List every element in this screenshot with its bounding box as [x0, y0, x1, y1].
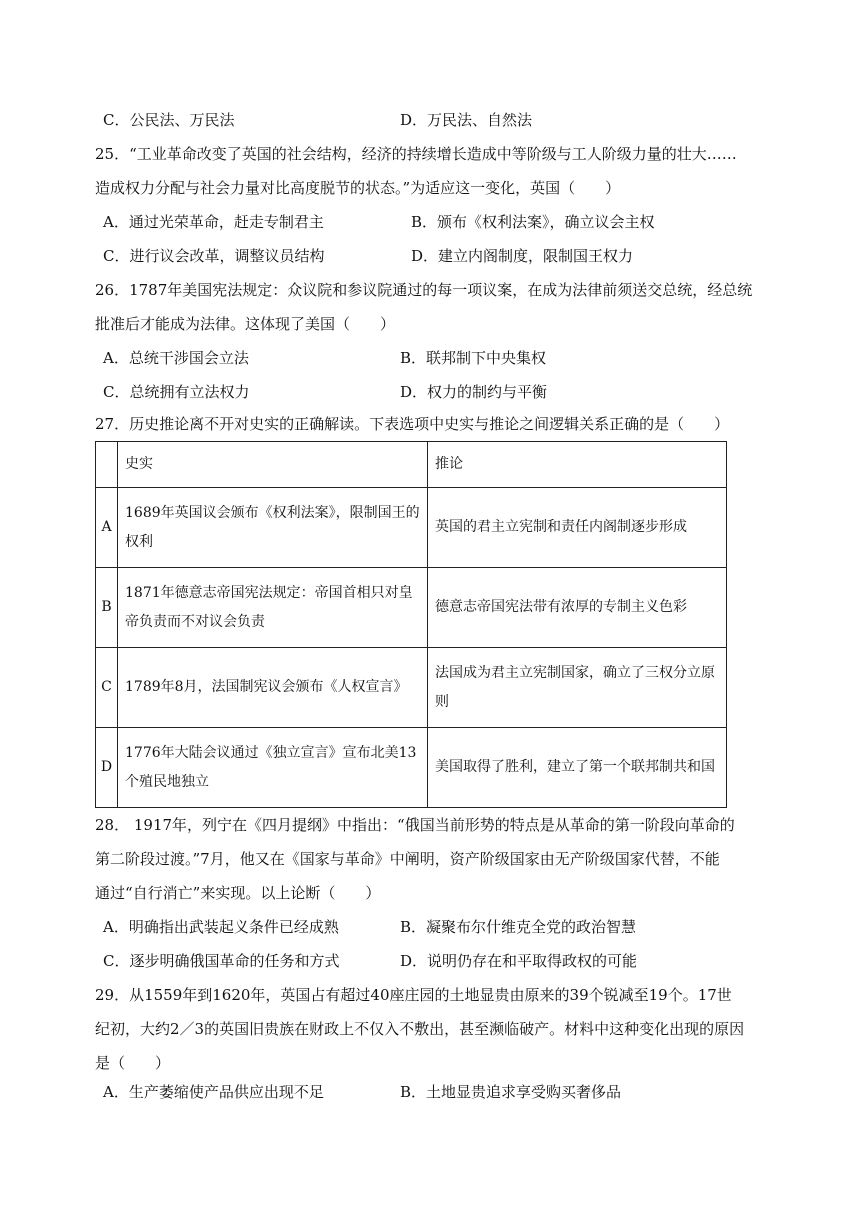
table-header-row: [96, 442, 727, 488]
table-row: [96, 728, 727, 808]
q28-option-a: A．明确指出武装起义条件已经成熟: [103, 918, 339, 936]
q28-option-b: B．凝聚布尔什维克全党的政治智慧: [400, 918, 637, 936]
q29-stem-line1: 29．从1559年到1620年，英国占有超过40座庄园的土地显贵由原来的39个锐减至19个。17世: [95, 986, 732, 1004]
fact-cell-c: 1789年8月，法国制宪议会颁布《人权宣言》: [118, 648, 428, 728]
inference-cell-c: 法国成为君主立宪制国家，确立了三权分立原则: [428, 648, 727, 728]
q25-stem-line2: 造成权力分配与社会力量对比高度脱节的状态。”为适应这一变化，英国（ ）: [95, 179, 621, 197]
q26-stem-line1: 26．1787年美国宪法规定：众议院和参议院通过的每一项议案，在成为法律前须送交总统，经总统: [95, 281, 753, 299]
q25-option-c: C．进行议会改革，调整议员结构: [103, 247, 325, 265]
q24-option-c: C．公民法、万民法: [103, 111, 235, 129]
inference-cell-a: 英国的君主立宪制和责任内阁制逐步形成: [428, 488, 727, 568]
q28-stem-line2: 第二阶段过渡。”7月，他又在《国家与革命》中阐明，资产阶级国家由无产阶级国家代替，不能: [95, 850, 720, 868]
q29-stem-line2: 纪初，大约2／3的英国旧贵族在财政上不仅入不敷出，甚至濒临破产。材料中这种变化出现的原因: [95, 1020, 745, 1038]
row-label-b: B: [96, 568, 118, 648]
fact-cell-a: 1689年英国议会颁布《权利法案》，限制国王的权利: [118, 488, 428, 568]
table-row: [96, 488, 727, 568]
table-row: [96, 568, 727, 648]
q26-option-c: C．总统拥有立法权力: [103, 383, 250, 401]
q25-option-a: A．通过光荣革命，赶走专制君主: [103, 213, 324, 231]
row-label-c: C: [96, 648, 118, 728]
inference-cell-d: 美国取得了胜利，建立了第一个联邦制共和国: [428, 728, 727, 808]
header-inference-cell: 推论: [428, 442, 727, 488]
q25-option-d: D．建立内阁制度，限制国王权力: [411, 247, 634, 265]
q24-option-d: D．万民法、自然法: [400, 111, 533, 129]
inference-cell-b: 德意志帝国宪法带有浓厚的专制主义色彩: [428, 568, 727, 648]
q25-stem-line1: 25．“工业革命改变了英国的社会结构，经济的持续增长造成中等阶级与工人阶级力量的壮大……: [95, 145, 737, 163]
header-label-cell: [96, 442, 118, 488]
q27-stem: 27．历史推论离不开对史实的正确解读。下表选项中史实与推论之间逻辑关系正确的是（ ）: [95, 415, 730, 433]
q28-option-d: D．说明仍存在和平取得政权的可能: [400, 952, 638, 970]
row-label-a: A: [96, 488, 118, 568]
q28-stem-line3: 通过“自行消亡”来实现。以上论断（ ）: [95, 884, 381, 902]
q28-stem-line1: 28． 1917年，列宁在《四月提纲》中指出：“俄国当前形势的特点是从革命的第一阶段向革命的: [95, 816, 735, 834]
q28-option-c: C．逐步明确俄国革命的任务和方式: [103, 952, 340, 970]
header-fact-cell: 史实: [118, 442, 428, 488]
table-row: [96, 648, 727, 728]
q26-option-d: D．权力的制约与平衡: [400, 383, 548, 401]
q26-stem-line2: 批准后才能成为法律。这体现了美国（ ）: [95, 315, 396, 333]
q26-option-a: A．总统干涉国会立法: [103, 349, 249, 367]
row-label-d: D: [96, 728, 118, 808]
q25-option-b: B．颁布《权利法案》，确立议会主权: [411, 213, 655, 231]
q29-stem-line3: 是（ ）: [95, 1054, 171, 1072]
fact-cell-d: 1776年大陆会议通过《独立宣言》宣布北美13个殖民地独立: [118, 728, 428, 808]
q29-option-a: A．生产萎缩使产品供应出现不足: [103, 1083, 324, 1101]
q29-option-b: B．土地显贵追求享受购买奢侈品: [400, 1083, 622, 1101]
q27-table: [95, 441, 727, 808]
fact-cell-b: 1871年德意志帝国宪法规定：帝国首相只对皇帝负责而不对议会负责: [118, 568, 428, 648]
q26-option-b: B．联邦制下中央集权: [400, 349, 547, 367]
